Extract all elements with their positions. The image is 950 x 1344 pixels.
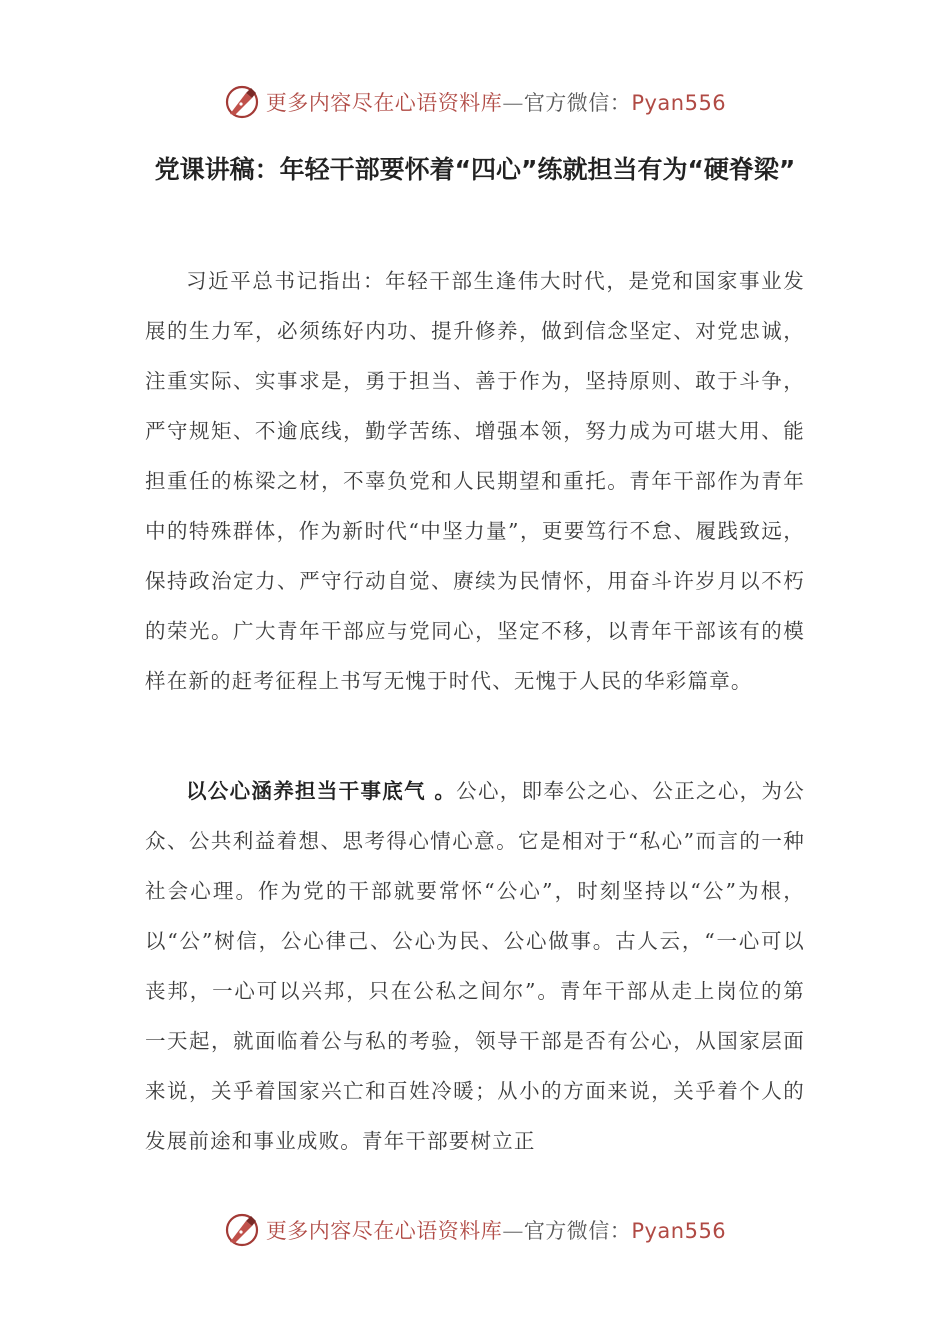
header-banner <box>0 82 950 122</box>
banner-text <box>266 87 726 117</box>
paragraph-text: 习近平总书记指出：年轻干部生逢伟大时代，是党和国家事业发展的生力军，必须练好内功、提升修养，做到信念坚定、对党忠诚，注重实际、实事求是，勇于担当、善于作为，坚持原则、敢于斗争，严守规矩、不逾底线，勤学苦练、增强本领，努力成为可堪大用、能担重任的栋梁之材，不辜负党和人民期望和重托。青年干部作为青年中的特殊群体，作为新时代“中坚力量”，更要笃行不怠、履践致远，保持政治定力、严守行动自觉、赓续为民情怀，用奋斗许岁月以不朽的荣光。广大青年干部应与党同心，坚定不移，以青年干部该有的模样在新的赶考征程上书写无愧于时代、无愧于人民的华彩篇章。 <box>145 269 805 693</box>
body-paragraph <box>145 256 805 706</box>
banner-main-text: 更多内容尽在心语资料库 <box>265 91 503 115</box>
body-paragraph <box>145 766 805 1166</box>
banner-dash: — <box>502 1219 524 1243</box>
banner-wechat-id: Pyan556 <box>631 91 727 115</box>
banner-wechat-id: Pyan556 <box>631 1219 727 1243</box>
banner-text <box>266 1215 726 1245</box>
banner-wechat-label: 官方微信： <box>523 1219 632 1243</box>
document-title: 党课讲稿：年轻干部要怀着“四心”练就担当有为“硬脊梁” <box>154 155 796 184</box>
pen-nib-logo-icon <box>224 84 260 120</box>
banner-wechat-label: 官方微信： <box>523 91 632 115</box>
banner-dash: — <box>502 91 524 115</box>
paragraph-text: 公心，即奉公之心、公正之心，为公众、公共利益着想、思考得心情心意。它是相对于“私心”而言的一种社会心理。作为党的干部就要常怀“公心”，时刻坚持以“公”为根，以“公”树信，公心律己、公心为民、公心做事。古人云，“一心可以丧邦，一心可以兴邦，只在公私之间尔”。青年干部从走上岗位的第一天起，就面临着公与私的考验，领导干部是否有公心，从国家层面来说，关乎着国家兴亡和百姓冷暖；从小的方面来说，关乎着个人的发展前途和事业成败。青年干部要树立正 <box>145 779 805 1153</box>
pen-nib-logo-icon <box>224 1212 260 1248</box>
banner-main-text: 更多内容尽在心语资料库 <box>265 1219 503 1243</box>
section-lead-heading: 以公心涵养担当干事底气 。 <box>186 779 457 803</box>
footer-banner <box>0 1210 950 1250</box>
